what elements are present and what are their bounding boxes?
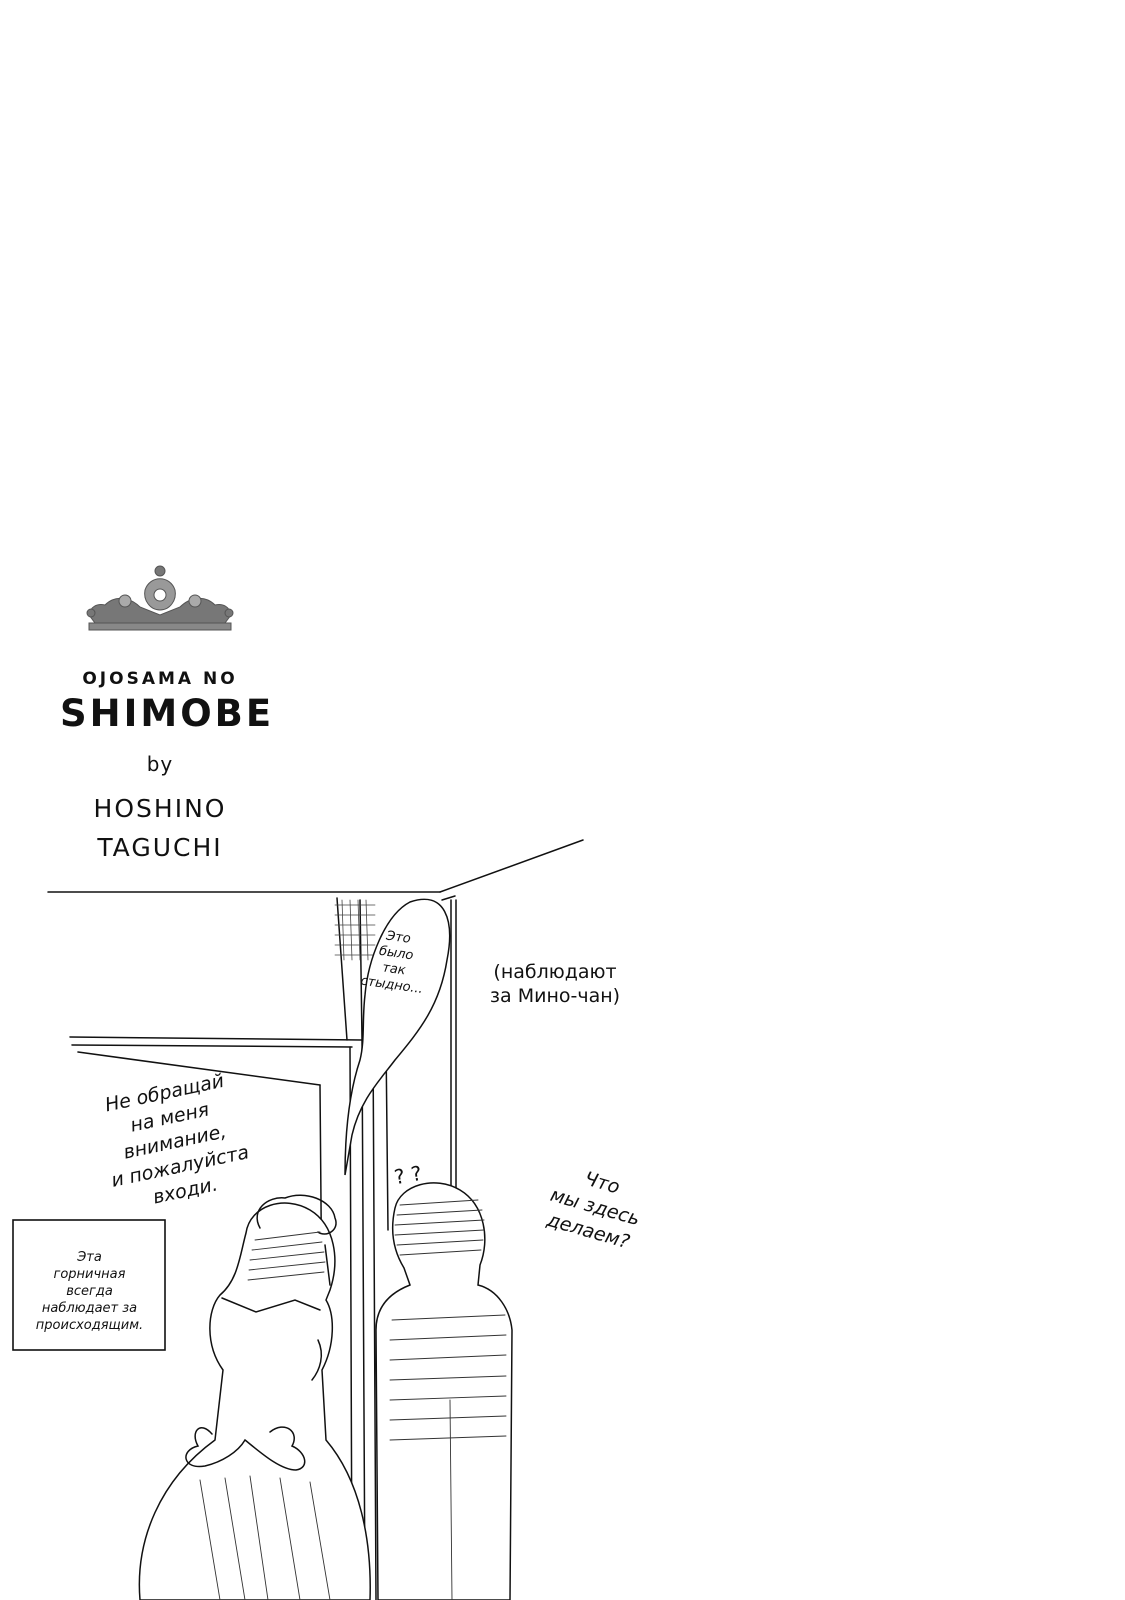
ceiling-corner [440,840,583,892]
caption-text: Эта горничная всегда наблюдает за происходящим. [35,1250,144,1333]
watching-note: (наблюдают за Мино-чан) [489,961,621,1007]
tiara-icon [85,565,235,635]
by-label: by [146,752,174,776]
maid-figure-outline [139,1203,370,1600]
bubble-text-top: Это было так стыдно... [359,928,424,998]
maid-speech: Не обращай на меня внимание, и пожалуйста входи. [103,1069,251,1209]
door-lintel [70,1037,362,1040]
author-first-name: HOSHINO [93,794,227,823]
boy-speech: Что мы здесь делаем? [544,1167,643,1254]
series-title-line2: SHIMOBE [60,692,275,735]
boy-figure-outline [376,1183,512,1600]
series-title-line1: OJOSAMA NO [82,669,238,689]
question-marks: ? ? [392,1160,424,1190]
author-last-name: TAGUCHI [97,833,223,862]
